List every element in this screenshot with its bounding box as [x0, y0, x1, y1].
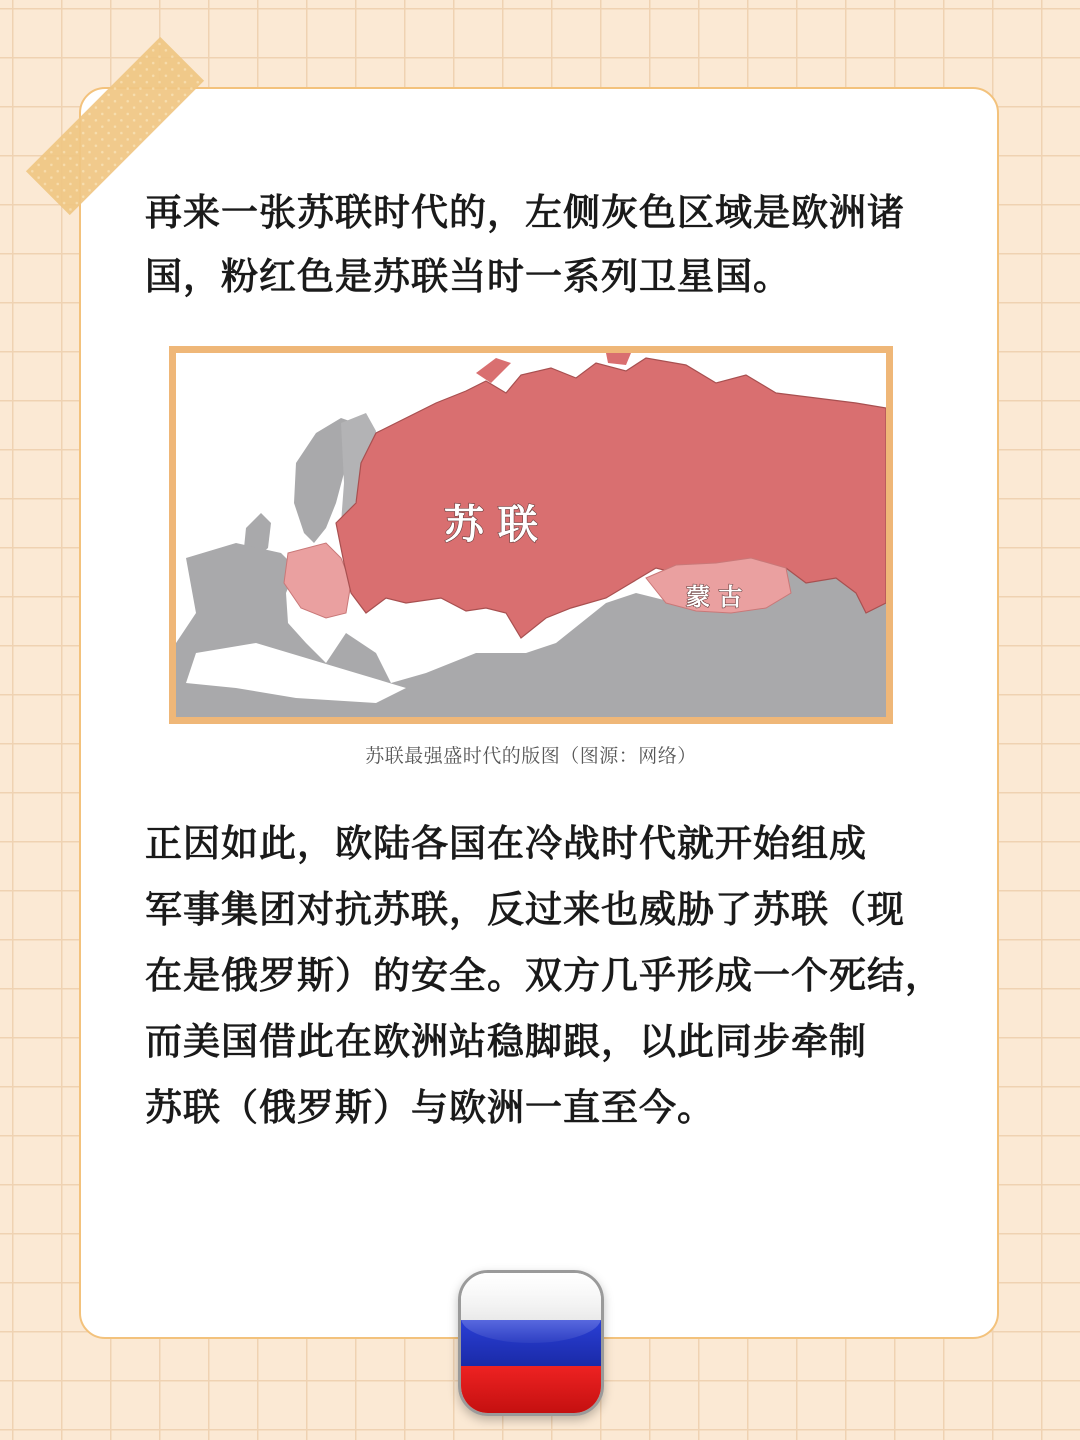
ussr-map-svg: [176, 353, 886, 717]
map-caption: 苏联最强盛时代的版图（图源：网络）: [365, 745, 697, 767]
ussr-map-image: [169, 346, 893, 724]
body-line: 正因如此，欧陆各国在冷战时代就开始组成: [145, 821, 867, 865]
body-line: 在是俄罗斯）的安全。双方几乎形成一个死结，: [145, 953, 943, 997]
ussr-label: 苏 联: [444, 501, 538, 548]
intro-line: 再来一张苏联时代的，左侧灰色区域是欧洲诸: [145, 190, 905, 234]
intro-line: 国，粉红色是苏联当时一系列卫星国。: [145, 254, 791, 298]
russia-flag-icon: [458, 1270, 604, 1416]
body-paragraph: [145, 810, 943, 1140]
intro-paragraph: [145, 180, 905, 308]
body-line: 军事集团对抗苏联，反过来也威胁了苏联（现: [145, 887, 905, 931]
flag-red-band: [461, 1366, 601, 1413]
body-line: 苏联（俄罗斯）与欧洲一直至今。: [145, 1085, 715, 1129]
flag-gloss: [461, 1273, 601, 1343]
mongolia-label: 蒙 古: [686, 582, 743, 611]
body-line: 而美国借此在欧洲站稳脚跟，以此同步牵制: [145, 1019, 867, 1063]
